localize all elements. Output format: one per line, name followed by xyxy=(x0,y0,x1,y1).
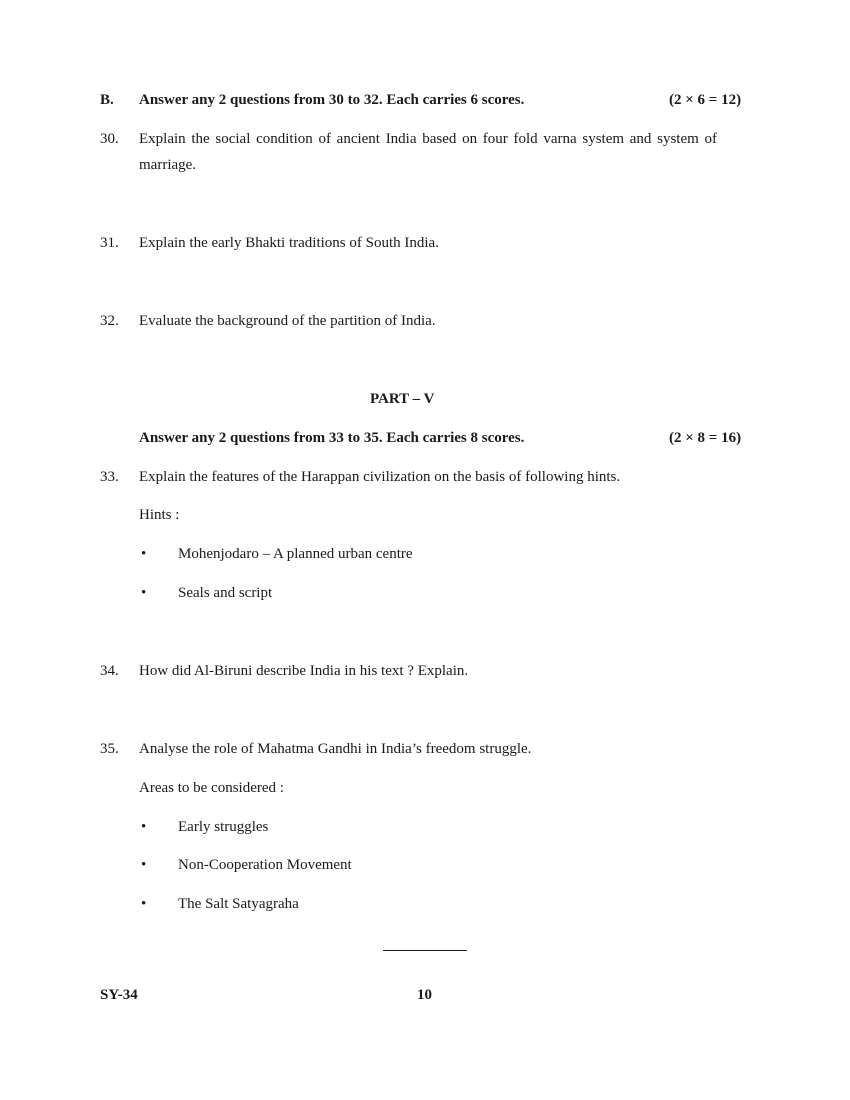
bullet-icon: • xyxy=(141,585,147,601)
hint-item: Mohenjodaro – A planned urban centre xyxy=(178,546,413,562)
question-text: Explain the social condition of ancient India based on four fold varna system and system of marriage. xyxy=(139,131,717,173)
areas-label: Areas to be considered : xyxy=(139,780,284,796)
question-number: 31. xyxy=(100,235,119,251)
part-title: PART – V xyxy=(370,391,435,407)
paper-code: SY-34 xyxy=(100,987,138,1003)
area-item: Early struggles xyxy=(178,819,269,835)
question-text: Analyse the role of Mahatma Gandhi in India’s freedom struggle. xyxy=(139,741,532,757)
question-number: 32. xyxy=(100,313,119,329)
bullet-icon: • xyxy=(141,857,147,873)
section-instruction: Answer any 2 questions from 30 to 32. Each carries 6 scores. xyxy=(139,92,525,108)
page-number: 10 xyxy=(417,987,432,1003)
section-marks: (2 × 6 = 12) xyxy=(669,92,742,108)
section-instruction: Answer any 2 questions from 33 to 35. Each carries 8 scores. xyxy=(139,430,525,446)
end-divider xyxy=(383,950,467,951)
question-text: Evaluate the background of the partition of India. xyxy=(139,313,436,329)
question-number: 34. xyxy=(100,663,119,679)
question-number: 33. xyxy=(100,469,119,485)
area-item: Non-Cooperation Movement xyxy=(178,857,352,873)
question-number: 35. xyxy=(100,741,119,757)
bullet-icon: • xyxy=(141,546,147,562)
question-text: Explain the features of the Harappan civilization on the basis of following hints. xyxy=(139,469,621,485)
bullet-icon: • xyxy=(141,896,147,912)
question-text: How did Al-Biruni describe India in his text ? Explain. xyxy=(139,663,469,679)
bullet-icon: • xyxy=(141,819,147,835)
question-number: 30. xyxy=(100,131,119,147)
hints-label: Hints : xyxy=(139,507,180,523)
section-letter: B. xyxy=(100,92,114,108)
hint-item: Seals and script xyxy=(178,585,273,601)
question-text: Explain the early Bhakti traditions of South India. xyxy=(139,235,439,251)
section-marks: (2 × 8 = 16) xyxy=(669,430,742,446)
area-item: The Salt Satyagraha xyxy=(178,896,299,912)
